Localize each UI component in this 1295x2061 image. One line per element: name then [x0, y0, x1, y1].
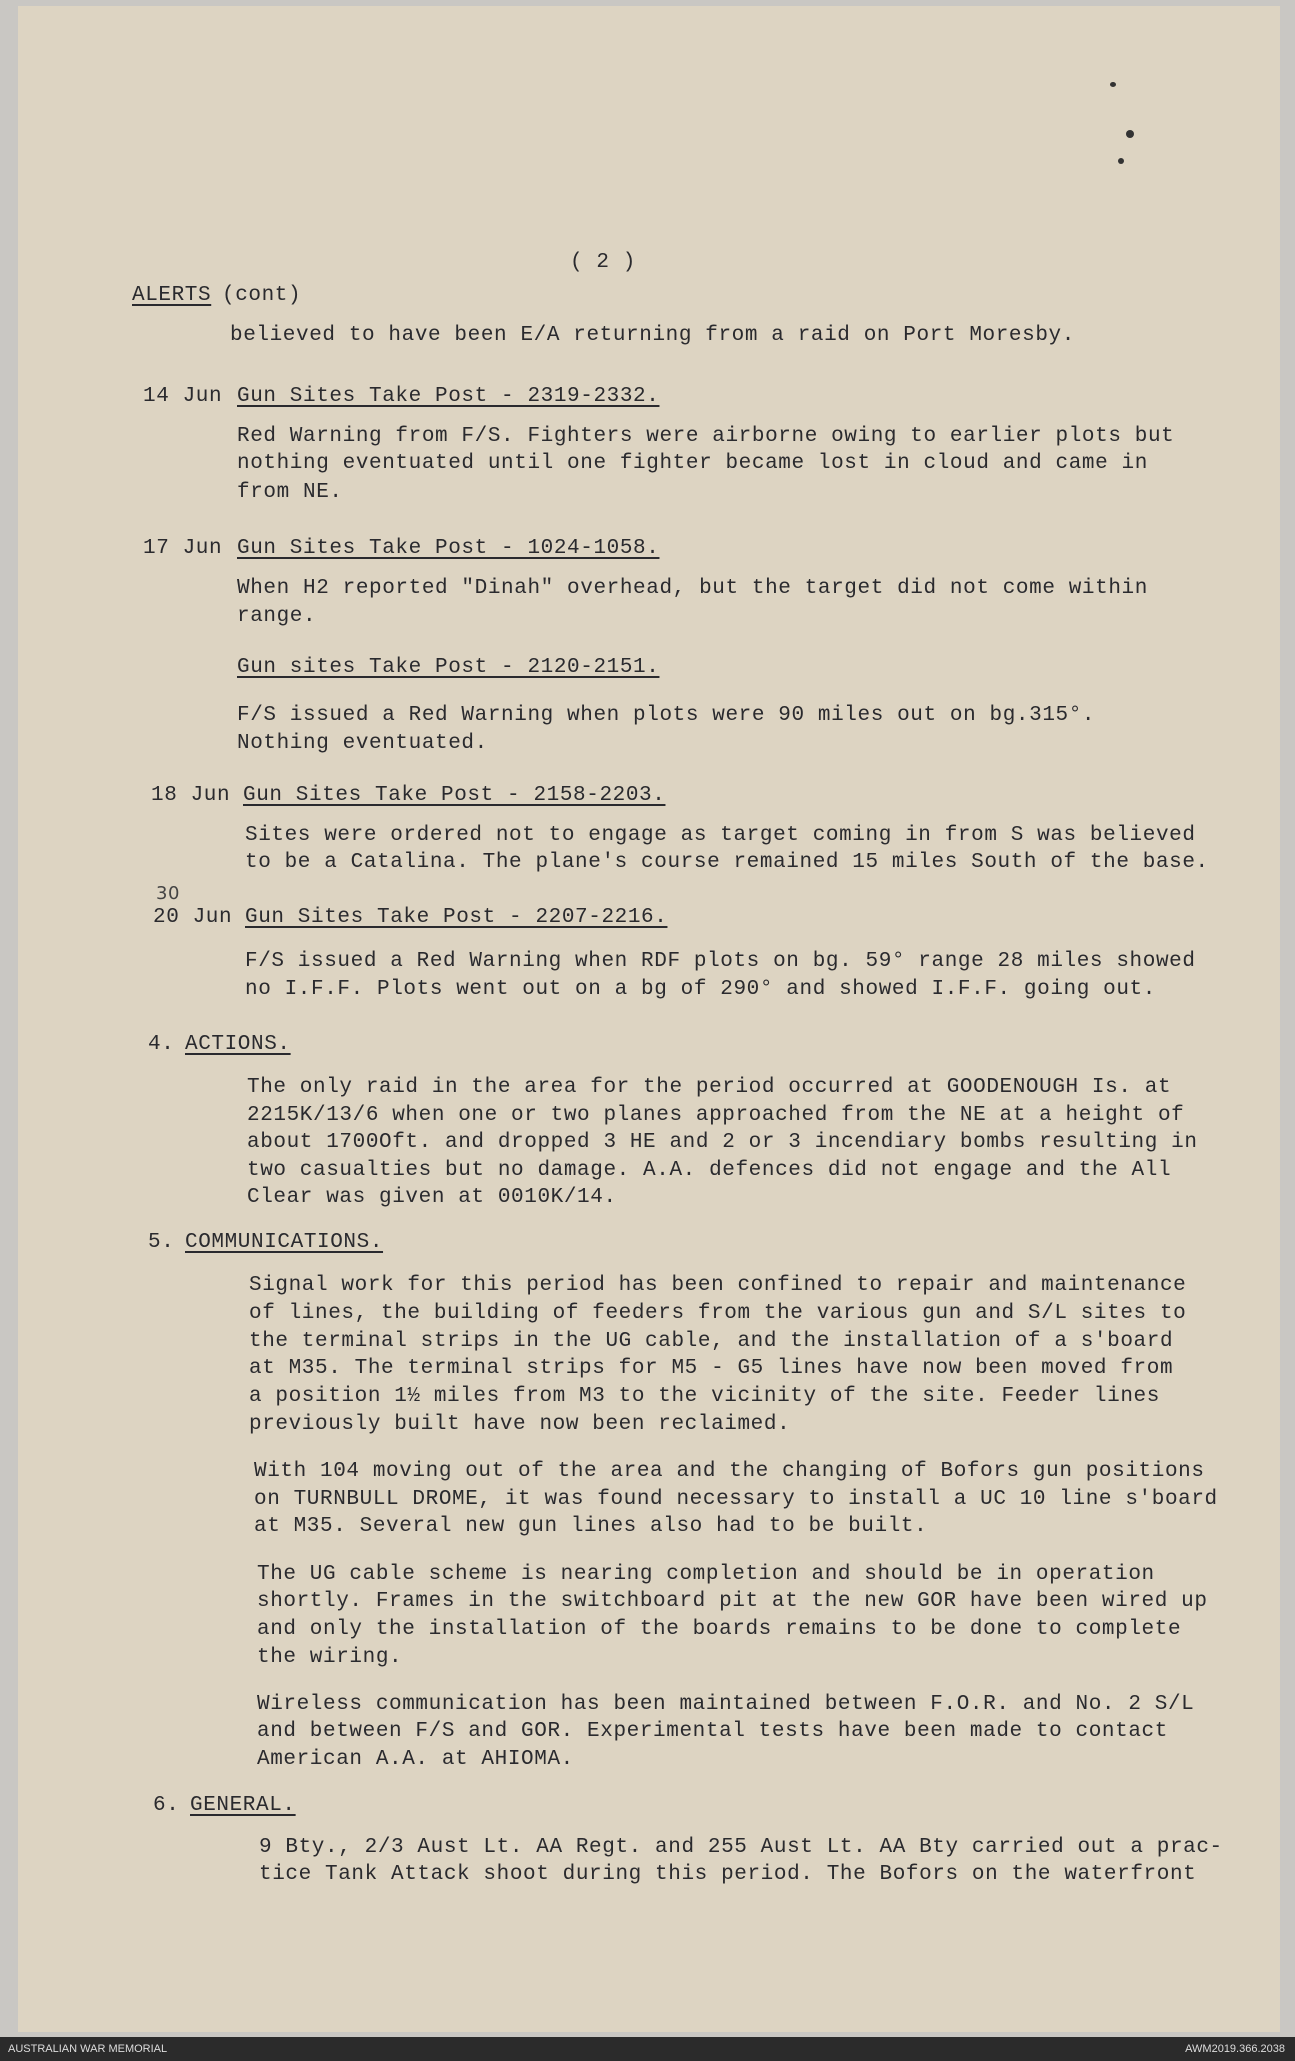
text-line: When H2 reported "Dinah" overhead, but the target did not come within — [237, 577, 1148, 600]
text-line: Nothing eventuated. — [237, 732, 488, 755]
text-line: 2215K/13/6 when one or two planes approached from the NE at a height of — [247, 1104, 1185, 1127]
text-line: 9 Bty., 2/3 Aust Lt. AA Regt. and 255 Aust Lt. AA Bty carried out a prac- — [259, 1836, 1223, 1859]
text-line: about 1700Oft. and dropped 3 HE and 2 or 3 incendiary bombs resulting in — [247, 1131, 1198, 1154]
handwritten-correction: 30 — [156, 883, 181, 904]
text-line: American A.A. at AHIOMA. — [257, 1748, 574, 1771]
text-line: believed to have been E/A returning from a raid on Port Moresby. — [230, 324, 1075, 347]
text-line: two casualties but no damage. A.A. defences did not engage and the All — [247, 1159, 1172, 1182]
archive-footer — [0, 2037, 1295, 2061]
text-line: on TURNBULL DROME, it was found necessary to install a UC 10 line s'board — [254, 1488, 1218, 1511]
entry-date: 18 Jun — [151, 784, 231, 807]
entry-heading: Gun Sites Take Post - 1024-1058. — [237, 537, 660, 560]
text-line: a position 1½ miles from M3 to the vicinity of the site. Feeder lines — [249, 1385, 1160, 1408]
text-line: F/S issued a Red Warning when RDF plots on bg. 59° range 28 miles showed — [245, 950, 1196, 973]
text-line: from NE. — [237, 481, 343, 504]
ink-blot — [1118, 158, 1124, 164]
text-line: at M35. The terminal strips for M5 - G5 lines have now been moved from — [249, 1357, 1174, 1380]
text-line: range. — [237, 605, 317, 628]
section-number: 5. — [148, 1231, 175, 1254]
entry-date: 17 Jun — [143, 537, 223, 560]
section-heading: GENERAL. — [190, 1794, 296, 1817]
alerts-cont: (cont) — [222, 284, 302, 307]
text-line: The only raid in the area for the period occurred at GOODENOUGH Is. at — [247, 1076, 1172, 1099]
text-line: With 104 moving out of the area and the changing of Bofors gun positions — [254, 1460, 1205, 1483]
ink-blot — [1126, 130, 1134, 138]
alerts-heading: ALERTS — [132, 284, 212, 307]
text-line: of lines, the building of feeders from the various gun and S/L sites to — [249, 1302, 1187, 1325]
text-line: the terminal strips in the UG cable, and the installation of a s'board — [249, 1330, 1174, 1353]
entry-heading: Gun Sites Take Post - 2319-2332. — [237, 385, 660, 408]
section-number: 4. — [148, 1033, 175, 1056]
text-line: Sites were ordered not to engage as target coming in from S was believed — [245, 824, 1196, 847]
entry-date: 14 Jun — [143, 385, 223, 408]
section-heading: COMMUNICATIONS. — [185, 1231, 384, 1254]
text-line: Signal work for this period has been confined to repair and maintenance — [249, 1274, 1187, 1297]
text-line: The UG cable scheme is nearing completion and should be in operation — [257, 1563, 1155, 1586]
text-line: and between F/S and GOR. Experimental tests have been made to contact — [257, 1720, 1168, 1743]
text-line: Clear was given at 0010K/14. — [247, 1186, 617, 1209]
text-line: at M35. Several new gun lines also had to be built. — [254, 1515, 928, 1538]
section-heading: ACTIONS. — [185, 1033, 291, 1056]
entry-heading: Gun Sites Take Post - 2158-2203. — [243, 784, 666, 807]
text-line: F/S issued a Red Warning when plots were 90 miles out on bg.315°. — [237, 704, 1096, 727]
text-line: nothing eventuated until one fighter became lost in cloud and came in — [237, 452, 1148, 475]
text-line: shortly. Frames in the switchboard pit at the new GOR have been wired up — [257, 1590, 1208, 1613]
footer-reference: AWM2019.366.2038 — [1185, 2043, 1285, 2055]
text-line: Wireless communication has been maintained between F.O.R. and No. 2 S/L — [257, 1693, 1195, 1716]
footer-institution: AUSTRALIAN WAR MEMORIAL — [8, 2043, 168, 2055]
text-line: tice Tank Attack shoot during this period. The Bofors on the waterfront — [259, 1863, 1197, 1886]
page-number: ( 2 ) — [570, 251, 637, 274]
entry-heading: Gun Sites Take Post - 2207-2216. — [245, 906, 668, 929]
section-number: 6. — [153, 1794, 180, 1817]
text-line: and only the installation of the boards remains to be done to complete — [257, 1618, 1182, 1641]
text-line: previously built have now been reclaimed. — [249, 1413, 791, 1436]
text-line: the wiring. — [257, 1646, 403, 1669]
ink-blot — [1110, 82, 1116, 87]
text-line: Red Warning from F/S. Fighters were airborne owing to earlier plots but — [237, 425, 1175, 448]
entry-heading: Gun sites Take Post - 2120-2151. — [237, 656, 660, 679]
text-line: no I.F.F. Plots went out on a bg of 290° and showed I.F.F. going out. — [245, 978, 1156, 1001]
text-line: to be a Catalina. The plane's course remained 15 miles South of the base. — [245, 851, 1209, 874]
entry-date: 20 Jun — [153, 906, 233, 929]
